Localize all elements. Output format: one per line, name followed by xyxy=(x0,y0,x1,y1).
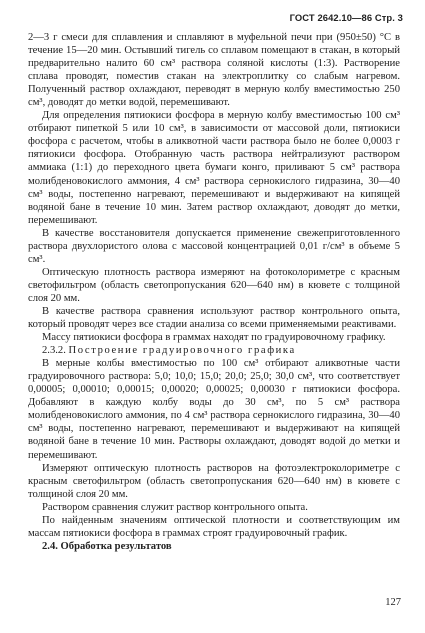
paragraph-measure: Измеряют оптическую плотность растворов на фотоэлектроколориметре с красным светофильтром (область светопропускания 620—640 нм) в кювете с толщиной слоя 20 мм. xyxy=(28,462,400,500)
section-heading-2-4: 2.4. Обработка результатов xyxy=(42,540,172,552)
page-label: Стр. 3 xyxy=(374,12,403,23)
section-number: 2.3.2. xyxy=(42,345,66,357)
paragraph-mass: Массу пятиокиси фосфора в граммах находят по градуировочному графику. xyxy=(42,332,386,344)
document-body xyxy=(28,31,400,553)
standard-number: ГОСТ 2642.10—86 xyxy=(289,12,373,23)
paragraph-reference: Раствором сравнения служит раствор контрольного опыта. xyxy=(42,501,308,513)
paragraph-reference-solution: В качестве раствора сравнения используют раствор контрольного опыта, который проводят через все стадии анализа со всеми применяемыми реактивами. xyxy=(28,305,400,331)
paragraph-calibration: В мерные колбы вместимостью по 100 см³ отбирают аликвотные части градуировочного раствора: 5,0; 10,0; 15,0; 20,0; 25,0; 30,0 см³, что соответствует 0,00005; 0,00010; 0,00015; 0,00020; 0,00025; 0,00030 г пятиокиси фосфора. Добавляют в каждую колбу воды до 30 см³, по 5 см³ раствора молибденовокислого аммония, по 4 см³ раствора сернокислого гидразина, 30—40 см³ воды, постепенно нагревают, перемешивают и выдерживают на кипящей водяной бане в течение 10 мин. Растворы охлаждают, доводят водой до метки и перемешивают. xyxy=(28,358,400,461)
section-title: Построение градуировочного графика xyxy=(68,345,296,357)
paragraph-reducer: В качестве восстановителя допускается применение свежеприготовленного раствора двухлористого олова с массовой концентрацией 0,01 г/см³ в объеме 5 см³. xyxy=(28,227,400,265)
paragraph-graph: По найденным значениям оптической плотности и соответствующим им массам пятиокиси фосфора в граммах строят градуировочный график. xyxy=(28,514,400,539)
page-header xyxy=(290,12,403,23)
paragraph-optical-density: Оптическую плотность раствора измеряют на фотоколориметре с красным светофильтром (область светопропускания 620—640 нм) в кювете с толщиной слоя 20 мм. xyxy=(28,266,400,304)
paragraph-continuation: 2—3 г смеси для сплавления и сплавляют в муфельной печи при (950±50) °С в течение 15—20 мин. Остывший тигель со сплавом помещают в стакан, в который предварительно налито 60 см³ раствора соляной кислоты (1:3). Растворение сплава проводят, поместив стакан на электроплитку со слабым нагревом. Полученный раствор охлаждают, переводят в мерную колбу вместимостью 250 см³, доводят до метки водой, перемешивают. xyxy=(28,32,400,109)
paragraph-determination: Для определения пятиокиси фосфора в мерную колбу вместимостью 100 см³ отбирают пипеткой 5 или 10 см³, в зависимости от массовой доли, пятиокиси фосфора с расчетом, чтобы в аликвотной части раствора было не более 0,0003 г пятиокиси фосфора. Отобранную часть раствора нейтрализуют раствором аммиака (1:1) до переходного цвета бумаги конго, приливают 5 см³ раствора молибденовокислого аммония, 4 см³ раствора сернокислого гидразина, 30—40 см³ воды, постепенно нагревают, перемешивают и выдерживают на кипящей водяной бане в течение 10 мин. Затем раствор охлаждают, доводят до метки, перемешивают. xyxy=(28,110,400,226)
section-heading-2-3-2 xyxy=(28,344,400,357)
page-number: 127 xyxy=(385,597,401,608)
